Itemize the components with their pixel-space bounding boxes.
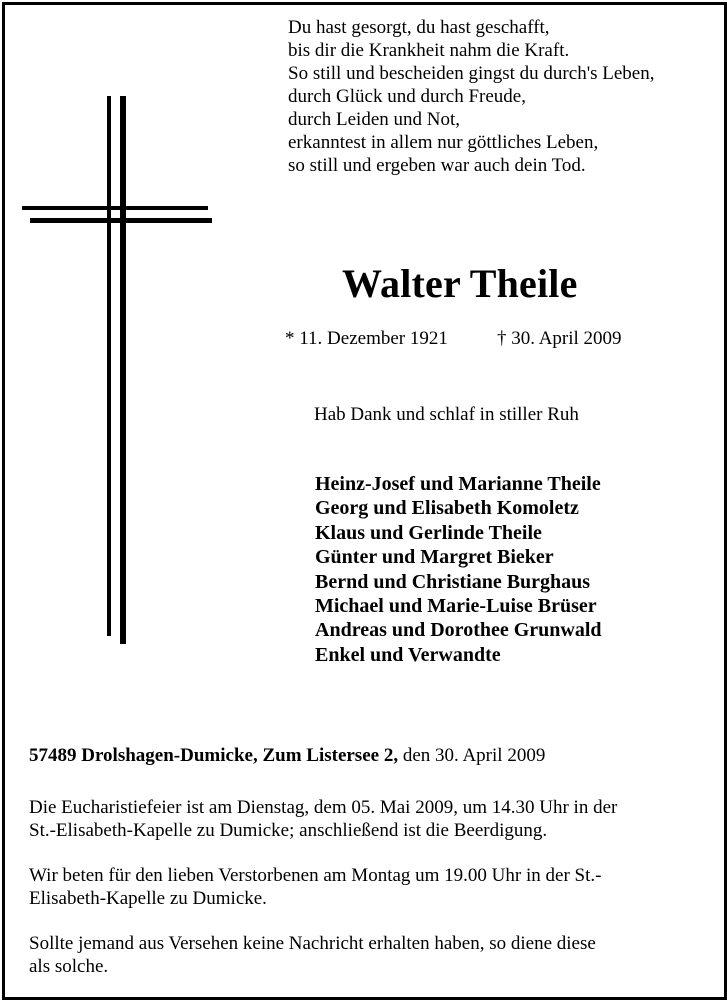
mourner-entry: Enkel und Verwandte bbox=[315, 643, 501, 666]
mourner-entry: Günter und Margret Bieker bbox=[315, 546, 554, 569]
poem bbox=[288, 16, 654, 177]
no-notice-disclaimer bbox=[29, 932, 689, 978]
poem-line: So still und bescheiden gingst du durch's Leben, bbox=[288, 63, 655, 84]
poem-line: durch Glück und durch Freude, bbox=[288, 86, 526, 107]
birth-date: * 11. Dezember 1921 bbox=[285, 328, 448, 349]
mourner-entry: Michael und Marie-Luise Brüser bbox=[315, 595, 597, 618]
poem-line: durch Leiden und Not, bbox=[288, 109, 461, 130]
notice-line: Sollte jemand aus Versehen keine Nachricht erhalten haben, so diene diese bbox=[29, 933, 596, 954]
mourner-entry: Andreas und Dorothee Grunwald bbox=[315, 619, 602, 642]
address-date: den 30. April 2009 bbox=[402, 745, 546, 766]
mourner-entry: Heinz-Josef und Marianne Theile bbox=[315, 473, 601, 495]
mourner-entry: Bernd und Christiane Burghaus bbox=[315, 570, 591, 593]
mourner-entry: Klaus und Gerlinde Theile bbox=[315, 521, 542, 544]
death-date: † 30. April 2009 bbox=[497, 328, 622, 349]
mourner-entry: Georg und Elisabeth Komoletz bbox=[315, 497, 579, 520]
poem-line: Du hast gesorgt, du hast geschafft, bbox=[288, 17, 550, 38]
notice-line: Wir beten für den lieben Verstorbenen am Montag um 19.00 Uhr in der St.- bbox=[29, 865, 602, 886]
poem-line: so still und ergeben war auch dein Tod. bbox=[288, 155, 586, 176]
deceased-name: Walter Theile bbox=[342, 261, 578, 306]
cross-icon bbox=[0, 0, 220, 660]
notice-line: Elisabeth-Kapelle zu Dumicke. bbox=[29, 888, 267, 909]
notice-line: Die Eucharistiefeier ist am Dienstag, dem 05. Mai 2009, um 14.30 Uhr in der bbox=[29, 797, 618, 818]
mourners-list bbox=[315, 472, 602, 667]
poem-line: bis dir die Krankheit nahm die Kraft. bbox=[288, 40, 570, 61]
address-location: 57489 Drolshagen-Dumicke, Zum Listersee 2, bbox=[29, 745, 399, 766]
poem-line: erkanntest in allem nur göttliches Leben, bbox=[288, 132, 599, 153]
farewell-line: Hab Dank und schlaf in stiller Ruh bbox=[314, 404, 579, 425]
notice-line: als solche. bbox=[29, 956, 109, 977]
prayer-notice bbox=[29, 864, 689, 910]
address-line bbox=[29, 745, 545, 767]
notice-line: St.-Elisabeth-Kapelle zu Dumicke; anschließend ist die Beerdigung. bbox=[29, 820, 548, 841]
mass-notice bbox=[29, 796, 689, 842]
